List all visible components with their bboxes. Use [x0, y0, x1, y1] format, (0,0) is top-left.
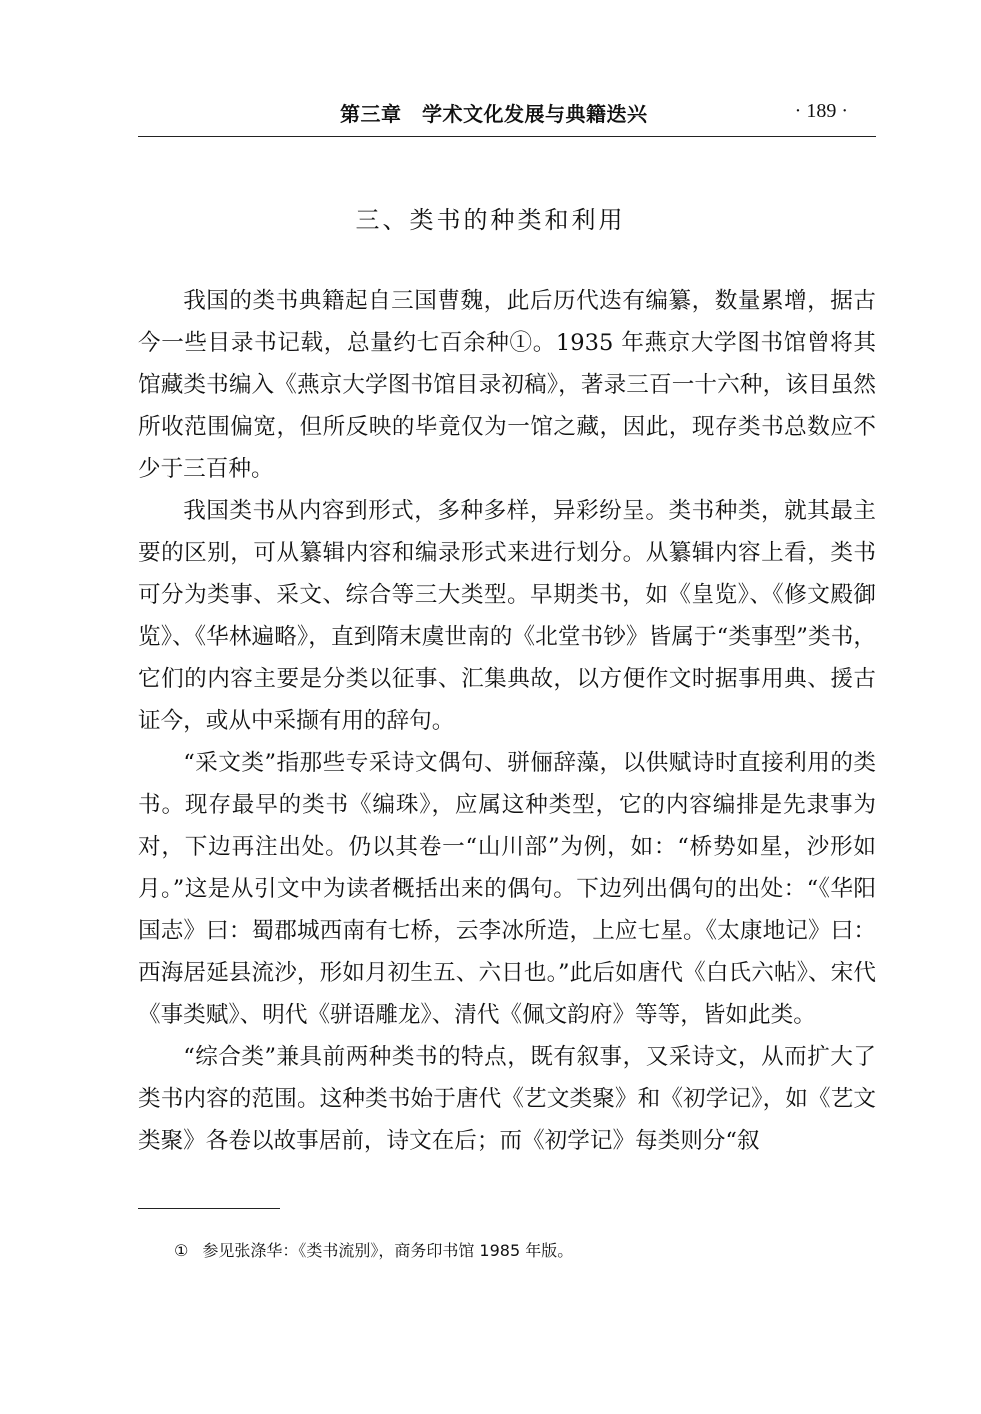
body-text: [138, 280, 876, 1162]
paragraph-1: 我国的类书典籍起自三国曹魏，此后历代迭有编纂，数量累增，据古今一些目录书记载，总量约七百余种①。1935 年燕京大学图书馆曾将其馆藏类书编入《燕京大学图书馆目录初稿》，著录三百一十六种，该目虽然所收范围偏宽，但所反映的毕竟仅为一馆之藏，因此，现存类书总数应不少于三百种。: [138, 288, 876, 482]
paragraph-2: 我国类书从内容到形式，多种多样，异彩纷呈。类书种类，就其最主要的区别，可从纂辑内容和编录形式来进行划分。从纂辑内容上看，类书可分为类事、采文、综合等三大类型。早期类书，如《皇览》、《修文殿御览》、《华林遍略》，直到隋末虞世南的《北堂书钞》皆属于“类事型”类书，它们的内容主要是分类以征事、汇集典故，以方便作文时据事用典、援古证今，或从中采撷有用的辞句。: [138, 498, 876, 734]
page-number: · 189 ·: [794, 100, 848, 122]
footnote-mark: ①: [174, 1241, 189, 1260]
running-head: [138, 92, 874, 136]
section-title: 三、类书的种类和利用: [355, 206, 626, 234]
footnote-text: 参见张涤华：《类书流别》，商务印书馆 1985 年版。: [202, 1241, 574, 1260]
paragraph-4: “综合类”兼具前两种类书的特点，既有叙事，又采诗文，从而扩大了类书内容的范围。这种类书始于唐代《艺文类聚》和《初学记》，如《艺文类聚》各卷以故事居前，诗文在后；而《初学记》每类则分“叙: [138, 1044, 876, 1154]
chapter-title: 第三章 学术文化发展与典籍迭兴: [340, 102, 648, 126]
footnote: [174, 1238, 573, 1261]
header-rule: [138, 136, 876, 137]
footnote-rule: [138, 1208, 280, 1209]
paragraph-3: “采文类”指那些专采诗文偶句、骈俪辞藻，以供赋诗时直接利用的类书。现存最早的类书《编珠》，应属这种类型，它的内容编排是先隶事为对，下边再注出处。仍以其卷一“山川部”为例，如：“桥势如星，沙形如月。”这是从引文中为读者概括出来的偶句。下边列出偶句的出处：“《华阳国志》曰：蜀郡城西南有七桥，云李冰所造，上应七星。《太康地记》曰：西海居延县流沙，形如月初生五、六日也。”此后如唐代《白氏六帖》、宋代《事类赋》、明代《骈语雕龙》、清代《佩文韵府》等等，皆如此类。: [138, 750, 876, 1028]
